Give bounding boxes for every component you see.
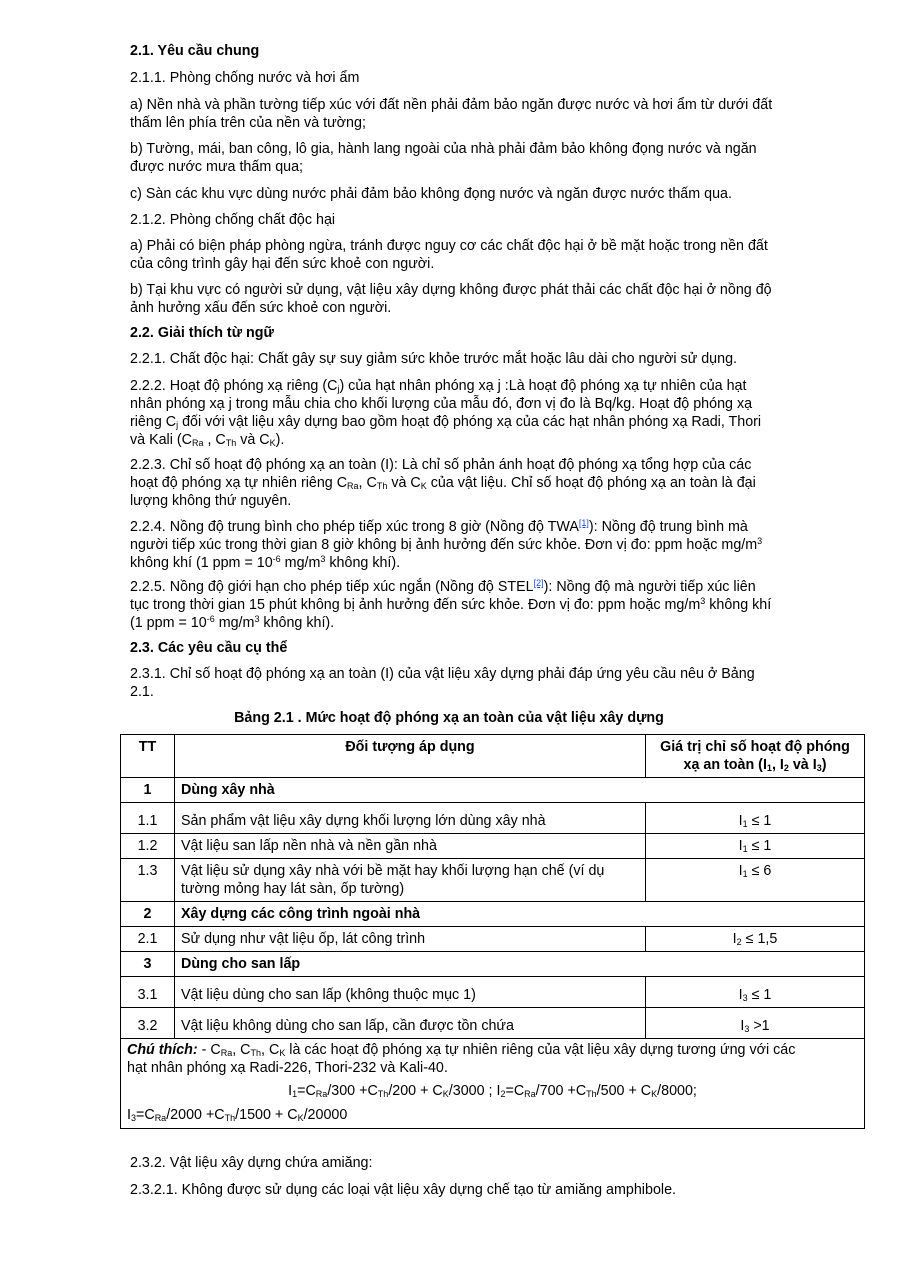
- paragraph-2-2-4-line-1: 2.2.4. Nồng độ trung bình cho phép tiếp xúc trong 8 giờ (Nồng độ TWA[1]): Nồng độ trung bình mà: [130, 518, 748, 535]
- paragraph-2-2-2-line-4: và Kali ($C_{Ra}$ , $C_{Th}$ và $C_K$).: [130, 432, 285, 448]
- table-row: [121, 859, 865, 902]
- row-object: Vật liệu không dùng cho san lấp, cần được tồn chứa: [175, 1008, 646, 1039]
- note-line-1: Chú thích: - $C_{Ra}$, $C_{Th}$, $C_K$ là các hoạt độ phóng xạ tự nhiên riêng của vật liệu xây dựng tương ứng với các: [127, 1042, 796, 1058]
- row-value: $I_1 \le 1$: [646, 834, 865, 859]
- table-header-row: [121, 735, 865, 778]
- group-label: Xây dựng các công trình ngoài nhà: [175, 902, 865, 927]
- row-tt: 1.1: [121, 803, 175, 834]
- radioactivity-table: [120, 734, 865, 1129]
- row-value: $I_3 \le 1$: [646, 977, 865, 1008]
- paragraph-2-3-2: 2.3.2. Vật liệu xây dựng chứa amiăng:: [130, 1155, 373, 1171]
- group-tt: 3: [121, 952, 175, 977]
- paragraph-2-2-5-line-3: (1 ppm = $10^{-6}$ $mg/m^3$ không khí).: [130, 614, 335, 631]
- paragraph-2-3-1-line-1: 2.3.1. Chỉ số hoạt độ phóng xạ an toàn (I) của vật liệu xây dựng phải đáp ứng yêu cầu nêu ở Bảng: [130, 666, 755, 682]
- note-line-2: hạt nhân phóng xạ Radi-226, Thori-232 và Kali-40.: [127, 1060, 448, 1076]
- row-object: Vật liệu dùng cho san lấp (không thuộc mục 1): [175, 977, 646, 1008]
- footnote-link-2[interactable]: [2]: [533, 578, 544, 588]
- formula-i1-i2: $I_1=C_{Ra}/300 +C_{Th}/200 + C_K/3000$ ; $I_2=C_{Ra}/700 +C_{Th}/500 + C_K/8000$;: [288, 1083, 697, 1099]
- row-value: $I_1 \le 1$: [646, 803, 865, 834]
- paragraph-2-2-3-line-1: 2.2.3. Chỉ số hoạt độ phóng xạ an toàn (I): Là chỉ số phản ánh hoạt độ phóng xạ tổng hợp của các: [130, 457, 752, 473]
- paragraph-2-2-2-line-1: 2.2.2. Hoạt độ phóng xạ riêng $(C_j)$ của hạt nhân phóng xạ j :Là hoạt độ phóng xạ tự nhiên của hạt: [130, 378, 747, 394]
- paragraph-2-2-3-line-3: lượng không thứ nguyên.: [130, 493, 292, 509]
- table-note: [121, 1039, 865, 1129]
- paragraph-2-1-1-b-line-1: b) Tường, mái, ban công, lô gia, hành lang ngoài của nhà phải đảm bảo không đọng nước và ngăn: [130, 141, 757, 157]
- table-group-row: [121, 778, 865, 803]
- table-row: [121, 803, 865, 834]
- row-tt: 1.2: [121, 834, 175, 859]
- table-caption: Bảng 2.1 . Mức hoạt độ phóng xạ an toàn của vật liệu xây dựng: [234, 710, 664, 726]
- section-2-1-1-heading: 2.1.1. Phòng chống nước và hơi ẩm: [130, 70, 360, 86]
- paragraph-2-1-2-a-line-1: a) Phải có biện pháp phòng ngừa, tránh được nguy cơ các chất độc hại ở bề mặt hoặc trong nền đất: [130, 238, 768, 254]
- row-object: Sử dụng như vật liệu ốp, lát công trình: [175, 927, 646, 952]
- paragraph-2-1-2-a-line-2: của công trình gây hại đến sức khoẻ con người.: [130, 256, 435, 272]
- group-label: Dùng cho san lấp: [175, 952, 865, 977]
- paragraph-2-1-1-a-line-1: a) Nền nhà và phần tường tiếp xúc với đất nền phải đảm bảo ngăn được nước và hơi ẩm từ dưới đất: [130, 97, 773, 113]
- header-tt: TT: [121, 735, 175, 778]
- paragraph-2-2-5-line-1: 2.2.5. Nồng độ giới hạn cho phép tiếp xúc ngắn (Nồng độ STEL[2]): Nồng độ mà người tiếp xúc liên: [130, 578, 756, 595]
- paragraph-2-2-1: 2.2.1. Chất độc hại: Chất gây sự suy giảm sức khỏe trước mắt hoặc lâu dài cho người sử dụng.: [130, 351, 738, 367]
- table-note-row: [121, 1039, 865, 1129]
- paragraph-2-1-2-b-line-1: b) Tại khu vực có người sử dụng, vật liệu xây dựng không được phát thải các chất độc hại ở nồng độ: [130, 282, 772, 298]
- note-label: Chú thích:: [127, 1042, 198, 1058]
- paragraph-2-3-1-line-2: 2.1.: [130, 684, 154, 700]
- row-tt: 2.1: [121, 927, 175, 952]
- section-2-2-heading: 2.2. Giải thích từ ngữ: [130, 325, 274, 341]
- table-row: [121, 927, 865, 952]
- group-tt: 2: [121, 902, 175, 927]
- paragraph-2-2-4-line-3: không khí (1 ppm = $10^{-6}$ $mg/m^3$ không khí).: [130, 554, 401, 571]
- row-tt: 1.3: [121, 859, 175, 902]
- paragraph-2-1-2-b-line-2: ảnh hưởng xấu đến sức khoẻ con người.: [130, 300, 392, 316]
- footnote-link-1[interactable]: [1]: [578, 518, 589, 528]
- table-group-row: [121, 902, 865, 927]
- table-row: [121, 1008, 865, 1039]
- row-tt: 3.1: [121, 977, 175, 1008]
- paragraph-2-2-3-line-2: hoạt độ phóng xạ tự nhiên riêng $C_{Ra}$, $C_{Th}$ và $C_K$ của vật liệu. Chỉ số hoạt độ phóng xạ an toàn là đại: [130, 475, 756, 491]
- row-value: $I_3 >1$: [646, 1008, 865, 1039]
- row-value: $I_2 \le 1,5$: [646, 927, 865, 952]
- header-value: Giá trị chỉ số hoạt độ phóng xạ an toàn ($I_1$, $I_2$ và $I_3$): [646, 735, 865, 778]
- paragraph-2-1-1-b-line-2: được nước mưa thấm qua;: [130, 159, 304, 175]
- paragraph-2-1-1-c: c) Sàn các khu vực dùng nước phải đảm bảo không đọng nước và ngăn được nước thấm qua.: [130, 186, 732, 202]
- row-object: Vật liệu sử dụng xây nhà với bề mặt hay khối lượng hạn chế (ví dụ tường mỏng hay lát sàn, ốp tường): [175, 859, 646, 902]
- paragraph-2-2-5-line-2: tục trong thời gian 15 phút không bị ảnh hưởng đến sức khỏe. Đơn vị đo: ppm hoặc $mg/m^3$ không khí: [130, 596, 772, 613]
- row-value: $I_1 \le 6$: [646, 859, 865, 902]
- paragraph-2-2-2-line-2: nhân phóng xạ j trong mẫu chia cho khối lượng của mẫu đó, đơn vị đo là Bq/kg. Hoạt độ phóng xạ: [130, 396, 753, 412]
- section-2-1-2-heading: 2.1.2. Phòng chống chất độc hại: [130, 212, 336, 228]
- group-tt: 1: [121, 778, 175, 803]
- header-object: Đối tượng áp dụng: [175, 735, 646, 778]
- paragraph-2-3-2-1: 2.3.2.1. Không được sử dụng các loại vật liệu xây dựng chế tạo từ amiăng amphibole.: [130, 1182, 676, 1198]
- paragraph-2-2-2-line-3: riêng $C_j$ đối với vật liệu xây dựng bao gồm hoạt độ phóng xạ của các hạt nhân phóng xạ Radi, Thori: [130, 414, 762, 430]
- row-object: Sản phẩm vật liệu xây dựng khối lượng lớn dùng xây nhà: [175, 803, 646, 834]
- table-group-row: [121, 952, 865, 977]
- group-label: Dùng xây nhà: [175, 778, 865, 803]
- section-2-1-heading: 2.1. Yêu cầu chung: [130, 43, 260, 59]
- table-row: [121, 977, 865, 1008]
- formula-i3: $I_3=C_{Ra}/2000 +C_{Th}/1500 + C_K/20000$: [127, 1107, 348, 1123]
- row-object: Vật liệu san lấp nền nhà và nền gần nhà: [175, 834, 646, 859]
- section-2-3-heading: 2.3. Các yêu cầu cụ thể: [130, 640, 288, 656]
- table-row: [121, 834, 865, 859]
- paragraph-2-2-4-line-2: người tiếp xúc trong thời gian 8 giờ không bị ảnh hưởng đến sức khỏe. Đơn vị đo: ppm hoặc $mg/m^3$: [130, 536, 763, 553]
- row-tt: 3.2: [121, 1008, 175, 1039]
- paragraph-2-1-1-a-line-2: thấm lên phía trên của nền và tường;: [130, 115, 366, 131]
